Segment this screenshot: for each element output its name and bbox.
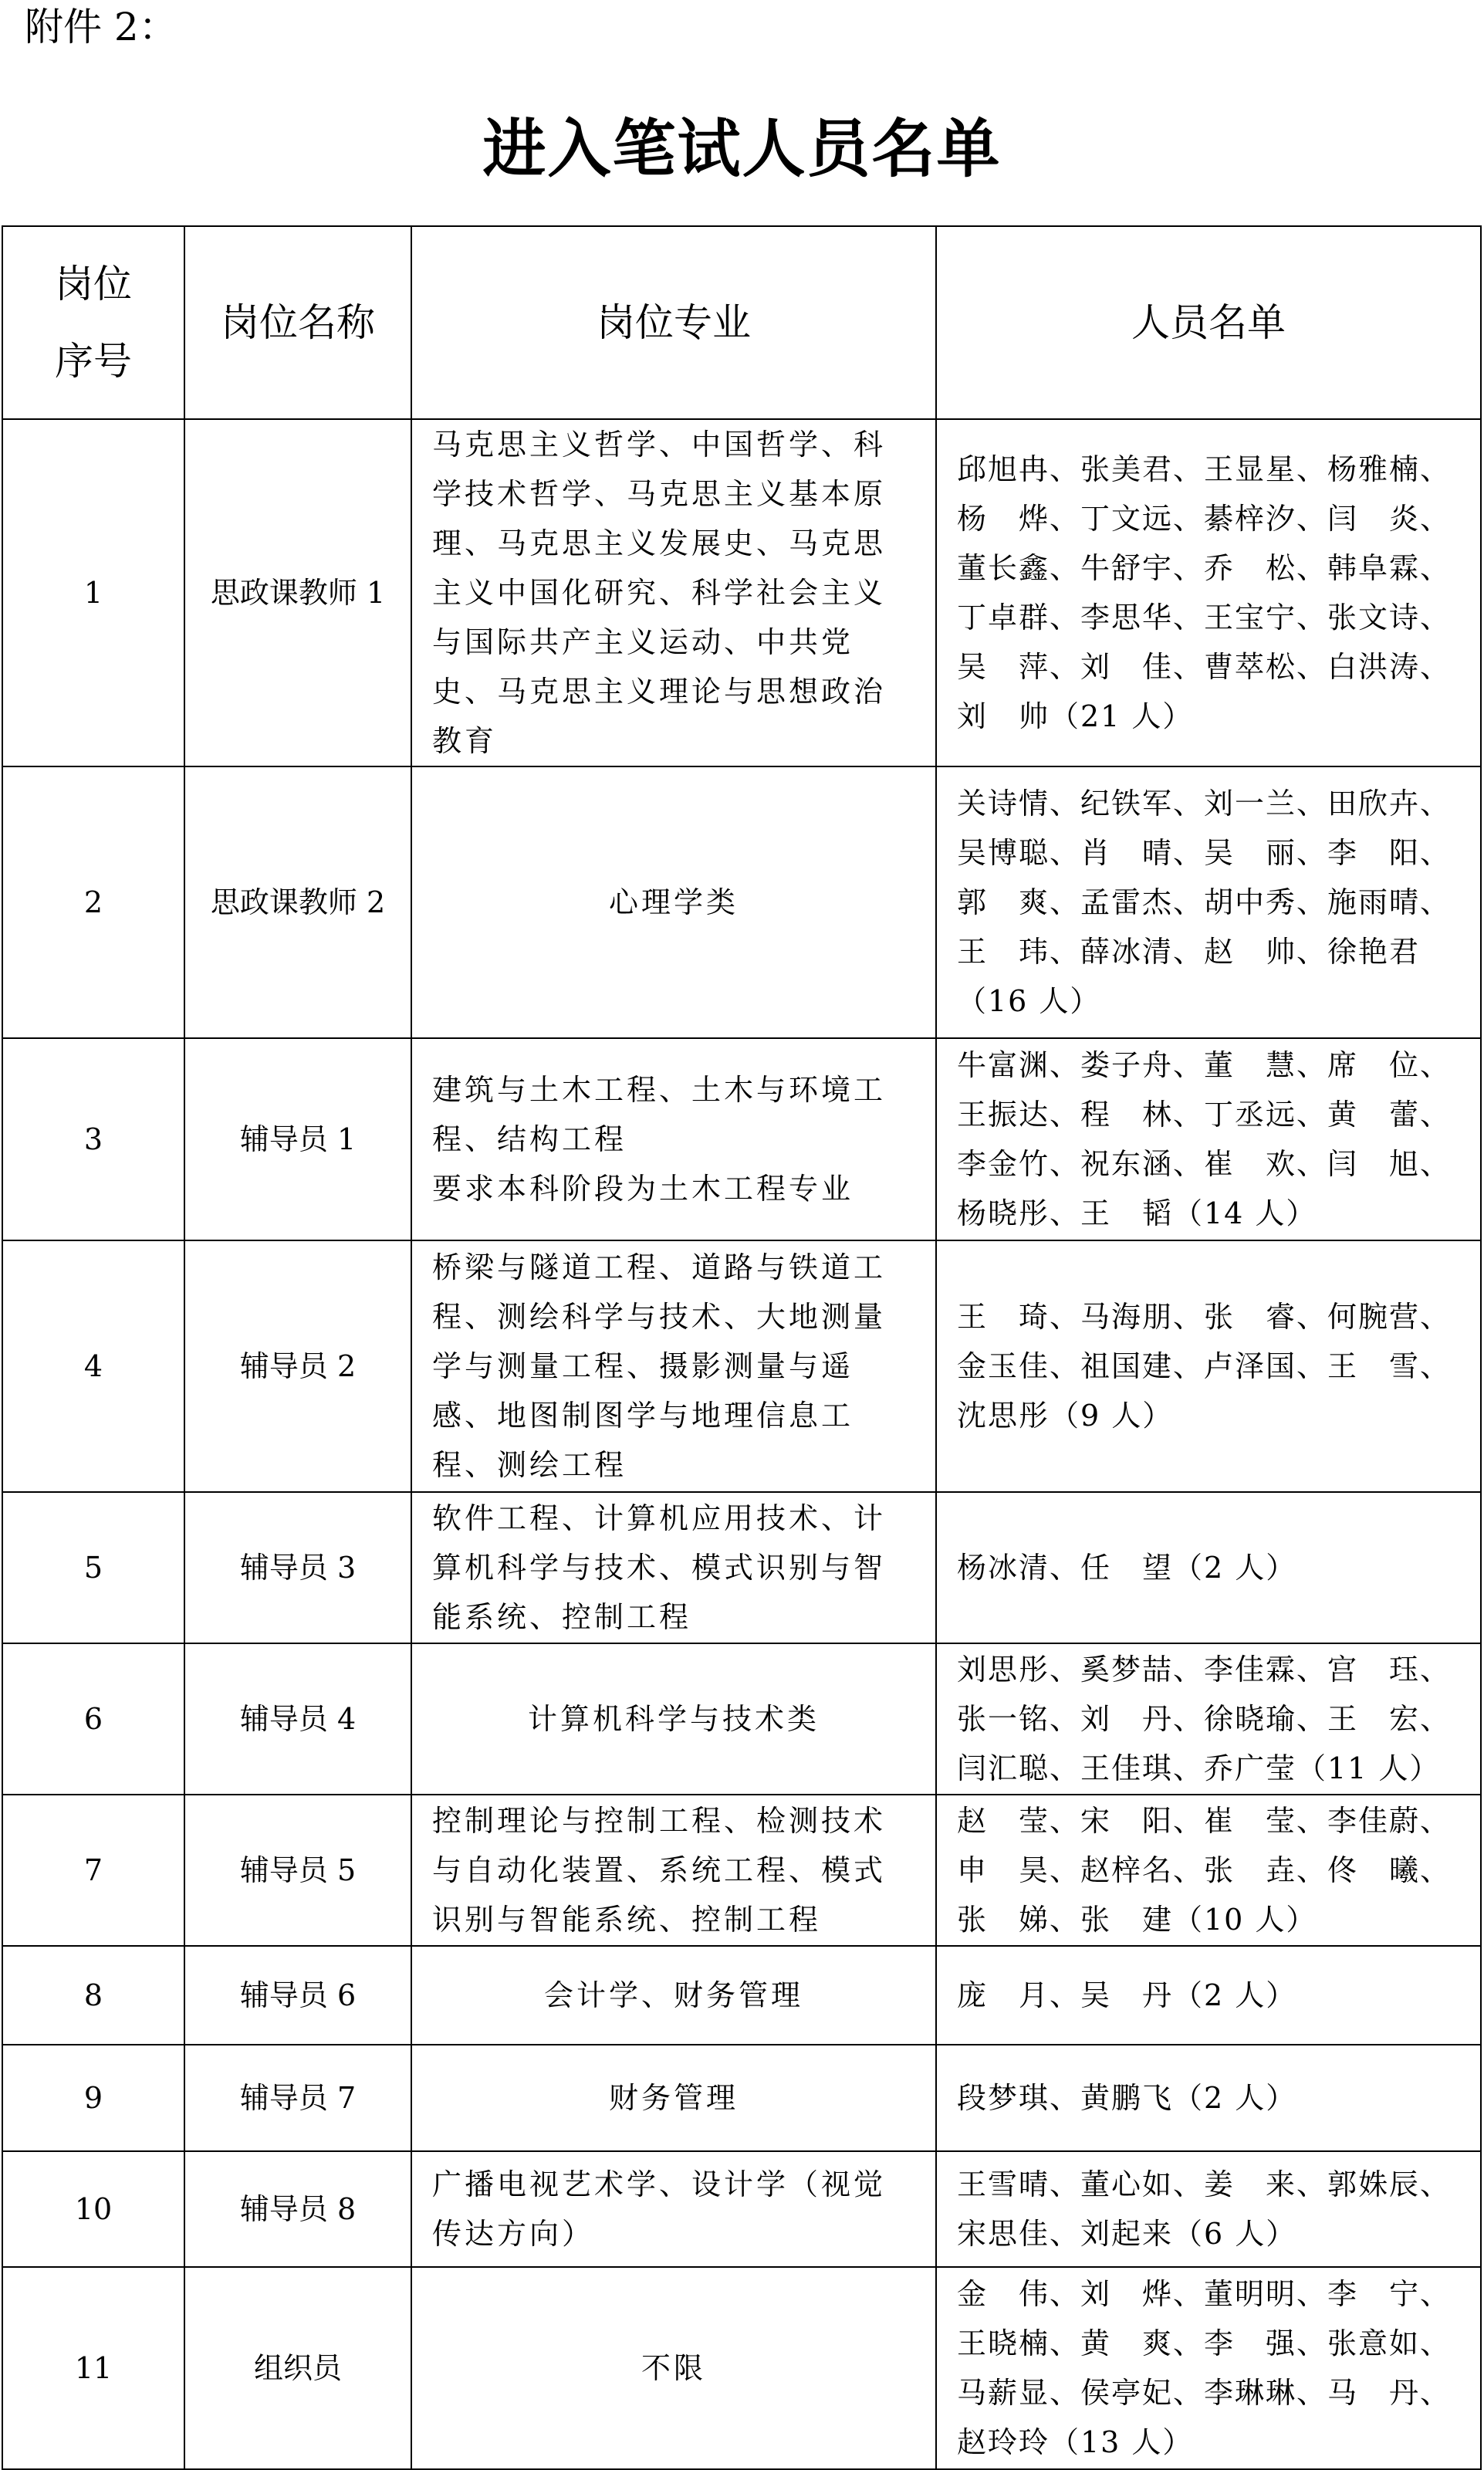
row-seq: 9 [2,2045,184,2151]
row-major: 广播电视艺术学、设计学（视觉传达方向） [411,2151,936,2267]
row-people: 牛富渊、娄子舟、董 慧、席 位、王振达、程 林、丁丞远、黄 蕾、李金竹、祝东涵、崔 欢、闫 旭、杨晓彤、王 韬（14 人） [936,1038,1481,1240]
row-seq: 10 [2,2151,184,2267]
row-position-name: 辅导员 7 [184,2045,411,2151]
row-people: 赵 莹、宋 阳、崔 莹、李佳蔚、申 昊、赵梓名、张 垚、佟 曦、张 娣、张 建（10 人） [936,1795,1481,1946]
row-major: 心理学类 [411,766,936,1038]
row-position-name: 辅导员 4 [184,1643,411,1795]
table-row [2,1795,1481,1946]
row-people: 关诗情、纪铁军、刘一兰、田欣卉、吴博聪、肖 晴、吴 丽、李 阳、郭 爽、孟雷杰、胡中秀、施雨晴、王 玮、薛冰清、赵 帅、徐艳君（16 人） [936,766,1481,1038]
row-major-text: 建筑与土木工程、土木与环境工程、结构工程 [432,1073,887,1156]
table-row [2,2151,1481,2267]
row-people: 段梦琪、黄鹏飞（2 人） [936,2045,1481,2151]
row-seq: 6 [2,1643,184,1795]
table-row [2,1038,1481,1240]
header-people: 人员名单 [936,226,1481,419]
table-row [2,1492,1481,1643]
row-major: 计算机科学与技术类 [411,1643,936,1795]
row-people: 王雪晴、董心如、姜 来、郭姝辰、宋思佳、刘起来（6 人） [936,2151,1481,2267]
header-seq-line1: 岗位 [55,262,132,306]
row-position-name: 组织员 [184,2267,411,2469]
row-major: 财务管理 [411,2045,936,2151]
row-position-name: 思政课教师 2 [184,766,411,1038]
table-row [2,2045,1481,2151]
page-title: 进入笔试人员名单 [482,112,1002,186]
row-seq: 2 [2,766,184,1038]
row-major: 软件工程、计算机应用技术、计算机科学与技术、模式识别与智能系统、控制工程 [411,1492,936,1643]
row-major-note: 要求本科阶段为土木工程专业 [432,1172,854,1206]
row-people: 杨冰清、任 望（2 人） [936,1492,1481,1643]
table-row [2,2267,1481,2469]
table-header-row [2,226,1481,419]
row-position-name: 辅导员 3 [184,1492,411,1643]
row-major: 控制理论与控制工程、检测技术与自动化装置、系统工程、模式识别与智能系统、控制工程 [411,1795,936,1946]
row-major: 桥梁与隧道工程、道路与铁道工程、测绘科学与技术、大地测量学与测量工程、摄影测量与遥感、地图制图学与地理信息工程、测绘工程 [411,1240,936,1492]
header-major: 岗位专业 [411,226,936,419]
row-people: 金 伟、刘 烨、董明明、李 宁、王晓楠、黄 爽、李 强、张意如、马薪显、侯亭妃、李琳琳、马 丹、赵玲玲（13 人） [936,2267,1481,2469]
table-row [2,1946,1481,2045]
row-major [411,1038,936,1240]
row-seq: 7 [2,1795,184,1946]
table-row [2,766,1481,1038]
header-name: 岗位名称 [184,226,411,419]
row-people: 邱旭冉、张美君、王显星、杨雅楠、杨 烨、丁文远、綦梓汐、闫 炎、董长鑫、牛舒宇、乔 松、韩阜霖、丁卓群、李思华、王宝宁、张文诗、吴 萍、刘 佳、曹萃松、白洪涛、刘 帅（21 人） [936,419,1481,766]
attachment-label: 附件 2： [25,5,177,49]
row-seq: 1 [2,419,184,766]
row-people: 刘思彤、奚梦喆、李佳霖、宫 珏、张一铭、刘 丹、徐晓瑜、王 宏、闫汇聪、王佳琪、乔广莹（11 人） [936,1643,1481,1795]
row-major: 不限 [411,2267,936,2469]
row-seq: 3 [2,1038,184,1240]
row-seq: 11 [2,2267,184,2469]
row-position-name: 辅导员 2 [184,1240,411,1492]
row-major: 马克思主义哲学、中国哲学、科学技术哲学、马克思主义基本原理、马克思主义发展史、马克思主义中国化研究、科学社会主义与国际共产主义运动、中共党史、马克思主义理论与思想政治教育 [411,419,936,766]
row-position-name: 思政课教师 1 [184,419,411,766]
row-position-name: 辅导员 5 [184,1795,411,1946]
row-people: 庞 月、吴 丹（2 人） [936,1946,1481,2045]
row-position-name: 辅导员 8 [184,2151,411,2267]
header-seq [2,226,184,419]
row-seq: 8 [2,1946,184,2045]
row-seq: 4 [2,1240,184,1492]
table-row [2,1240,1481,1492]
roster-table [2,225,1482,2470]
row-position-name: 辅导员 1 [184,1038,411,1240]
row-major: 会计学、财务管理 [411,1946,936,2045]
table-row [2,1643,1481,1795]
row-people: 王 琦、马海朋、张 睿、何腕营、金玉佳、祖国建、卢泽国、王 雪、沈思彤（9 人） [936,1240,1481,1492]
table-row [2,419,1481,766]
row-position-name: 辅导员 6 [184,1946,411,2045]
header-seq-line2: 序号 [55,339,132,384]
row-seq: 5 [2,1492,184,1643]
